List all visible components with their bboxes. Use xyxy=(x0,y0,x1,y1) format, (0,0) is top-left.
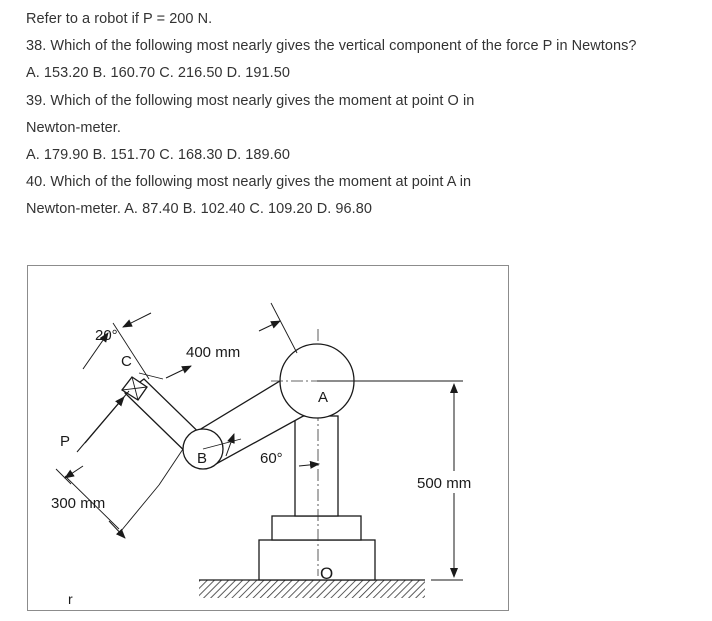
ground-hatch xyxy=(199,580,425,598)
force-p-label: P xyxy=(60,433,71,450)
dim-300-label: 300 mm xyxy=(51,495,106,512)
intro-line: Refer to a robot if P = 200 N. xyxy=(26,11,213,27)
question-38-choices: A. 153.20 B. 160.70 C. 216.50 D. 191.50 xyxy=(26,65,290,81)
angle-20-label: 20° xyxy=(95,327,118,344)
question-40-line2: Newton-meter. A. 87.40 B. 102.40 C. 109.20 D. 96.80 xyxy=(26,201,372,217)
corner-mark: r xyxy=(68,591,73,607)
base-plate xyxy=(272,516,361,540)
question-38: 38. Which of the following most nearly gives the vertical component of the force P in Newtons? xyxy=(26,38,637,54)
point-c-label: C xyxy=(121,353,132,370)
question-40-line1: 40. Which of the following most nearly gives the moment at point A in xyxy=(26,174,472,190)
point-b-label: B xyxy=(197,450,208,467)
force-p-arrow xyxy=(85,397,124,443)
dim-500-label: 500 mm xyxy=(417,475,472,492)
question-39-choices: A. 179.90 B. 151.70 C. 168.30 D. 189.60 xyxy=(26,147,290,163)
point-a-label: A xyxy=(318,389,329,406)
question-39-line1: 39. Which of the following most nearly gives the moment at point O in xyxy=(26,93,475,109)
dim-400-label: 400 mm xyxy=(186,344,241,361)
robot-diagram xyxy=(28,266,510,612)
question-39-line2: Newton-meter. xyxy=(26,120,121,136)
base-block xyxy=(259,540,375,580)
angle-60-label: 60° xyxy=(260,450,283,467)
robot-figure xyxy=(27,265,509,611)
angle-20-arrow-right xyxy=(123,313,151,327)
point-o-label: O xyxy=(320,564,334,583)
